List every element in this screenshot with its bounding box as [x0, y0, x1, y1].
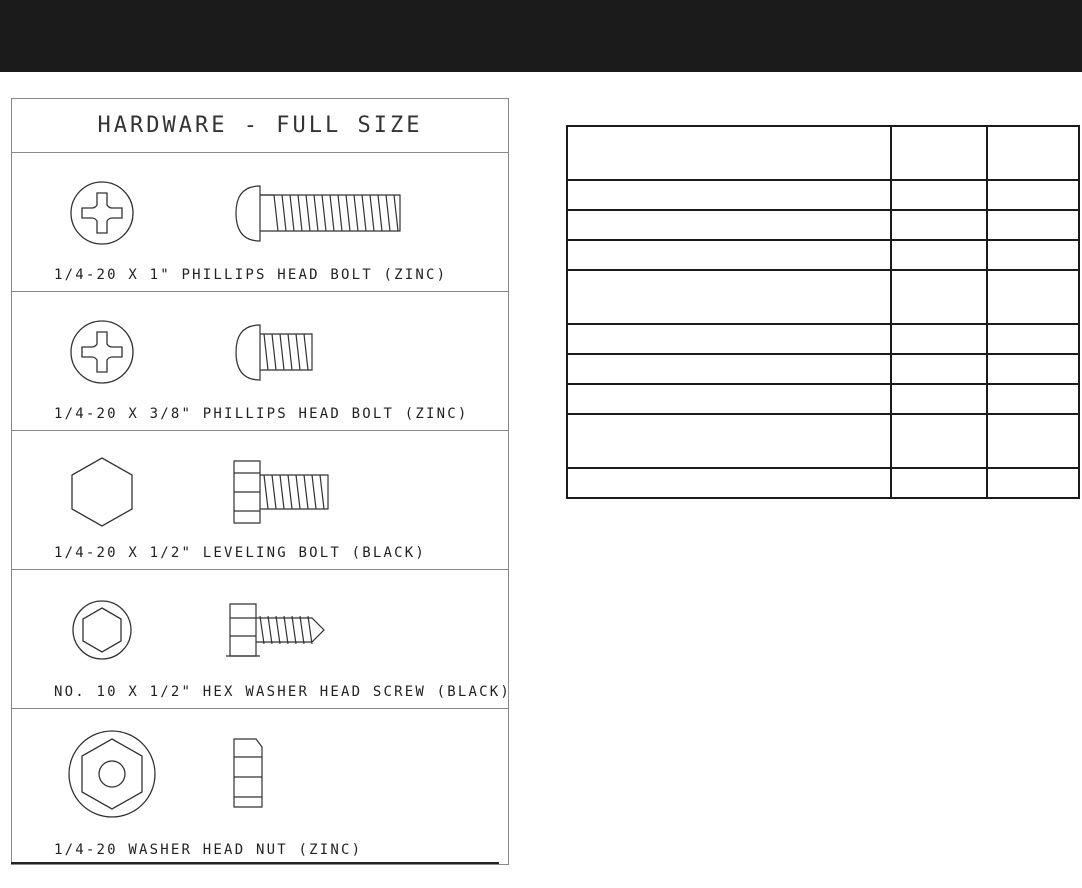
table-cell: [567, 210, 891, 240]
table-cell: [891, 126, 988, 180]
table-cell: [567, 414, 891, 468]
hex-washer-head-icon: [73, 601, 131, 659]
table-cell: [891, 324, 988, 354]
table-cell: [987, 414, 1079, 468]
table-row: [567, 468, 1079, 498]
hardware-item-phillips-1in: [12, 153, 508, 292]
table-row: [567, 384, 1079, 414]
table-row: [567, 270, 1079, 324]
hardware-item-washer-nut: [12, 709, 508, 866]
hardware-item-phillips-3-8in: [12, 292, 508, 431]
washer-nut-icon: [69, 731, 155, 817]
table-cell: [891, 270, 988, 324]
table-cell: [567, 270, 891, 324]
hardware-caption: 1/4-20 X 1/2" LEVELING BOLT (BLACK): [54, 545, 427, 561]
table-header-row: [567, 126, 1079, 180]
table-cell: [567, 354, 891, 384]
hex-head-icon: [72, 458, 132, 526]
table-cell: [891, 180, 988, 210]
hardware-item-leveling-bolt: [12, 431, 508, 570]
short-bolt-icon: [236, 325, 312, 380]
hardware-caption: 1/4-20 WASHER HEAD NUT (ZINC): [54, 842, 363, 858]
table-cell: [891, 240, 988, 270]
table-row: [567, 354, 1079, 384]
header-bar: [0, 0, 1082, 72]
hardware-item-hex-washer-screw: [12, 570, 512, 709]
phillips-head-icon: [71, 182, 133, 244]
panel-title: HARDWARE - FULL SIZE: [97, 113, 423, 138]
table-cell: [567, 468, 891, 498]
bottom-rule: [11, 862, 499, 864]
table-cell: [987, 468, 1079, 498]
long-bolt-icon: [236, 186, 400, 241]
table-cell: [987, 384, 1079, 414]
table-cell: [987, 180, 1079, 210]
panel-title-row: [12, 99, 508, 153]
hardware-panel: [11, 98, 512, 865]
table-cell: [891, 210, 988, 240]
hardware-caption: 1/4-20 X 1" PHILLIPS HEAD BOLT (ZINC): [54, 267, 448, 283]
table-cell: [567, 324, 891, 354]
table-cell: [567, 240, 891, 270]
table-row: [567, 240, 1079, 270]
table-cell: [987, 240, 1079, 270]
table-cell: [891, 468, 988, 498]
table-row: [567, 180, 1079, 210]
table-row: [567, 210, 1079, 240]
table-cell: [987, 270, 1079, 324]
table-cell: [567, 126, 891, 180]
table-cell: [891, 414, 988, 468]
table-cell: [987, 324, 1079, 354]
tapping-screw-icon: [226, 604, 324, 656]
phillips-head-icon: [71, 321, 133, 383]
leveling-bolt-icon: [234, 461, 328, 523]
table-cell: [891, 354, 988, 384]
table-cell: [987, 126, 1079, 180]
nut-side-icon: [234, 739, 262, 807]
table-row: [567, 324, 1079, 354]
table-cell: [567, 384, 891, 414]
table-cell: [567, 180, 891, 210]
hardware-caption: 1/4-20 X 3/8" PHILLIPS HEAD BOLT (ZINC): [54, 406, 469, 422]
table-row: [567, 414, 1079, 468]
table-cell: [987, 354, 1079, 384]
parts-table: [566, 125, 1080, 499]
hardware-caption: NO. 10 X 1/2" HEX WASHER HEAD SCREW (BLACK): [54, 684, 512, 700]
table-cell: [987, 210, 1079, 240]
table-cell: [891, 384, 988, 414]
